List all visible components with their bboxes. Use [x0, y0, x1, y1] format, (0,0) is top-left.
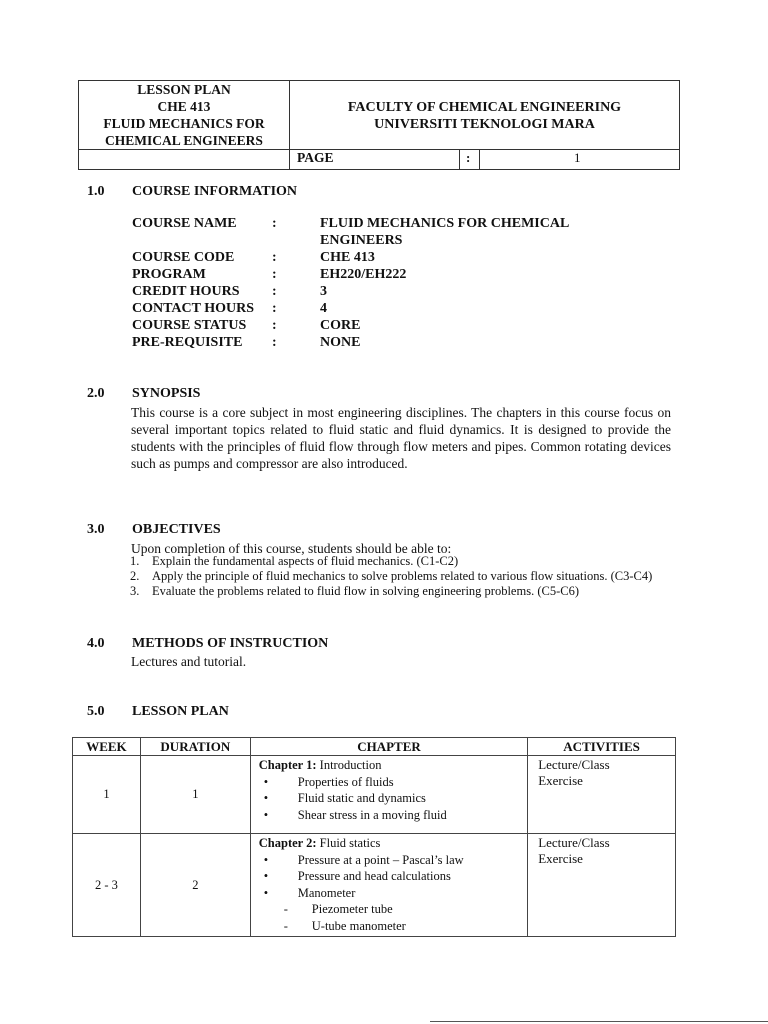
- info-value: CHE 413: [320, 250, 375, 265]
- info-value: NONE: [320, 335, 361, 350]
- objective-text: Explain the fundamental aspects of fluid mechanics. (C1-C2): [152, 554, 459, 568]
- table-row: [73, 756, 676, 834]
- objective-number: 1.: [130, 554, 140, 568]
- chapter-name: Introduction: [316, 758, 382, 772]
- info-value: CORE: [320, 318, 361, 333]
- info-key: COURSE STATUS: [132, 318, 247, 333]
- info-colon: :: [272, 301, 277, 316]
- info-colon: :: [272, 335, 277, 350]
- synopsis-text: This course is a core subject in most engineering disciplines. The chapters in this course focus on several important topics related to fluid static and fluid dynamics. It is designed to provide the students with the principles of fluid flow through flow meters and pipes. Common rotating devices such as pumps and compressor are also introduced.: [131, 405, 671, 471]
- section-number: 2.0: [87, 386, 105, 401]
- chapter-topic: • Pressure and head calculations: [284, 868, 527, 885]
- column-header-chapter: CHAPTER: [250, 738, 527, 756]
- info-colon: :: [272, 284, 277, 299]
- chapter-cell: [250, 834, 527, 937]
- column-header-activities: ACTIVITIES: [528, 738, 676, 756]
- page-colon: :: [466, 150, 471, 165]
- lesson-plan-line: FLUID MECHANICS FOR: [103, 116, 265, 131]
- activities-cell: [528, 834, 676, 937]
- faculty-title: [290, 99, 679, 133]
- page-number: 1: [574, 150, 581, 165]
- activity-line: Lecture/Class: [538, 835, 610, 850]
- lesson-plan-line: CHEMICAL ENGINEERS: [105, 133, 263, 148]
- chapter-topic: • Shear stress in a moving fluid: [284, 807, 527, 824]
- objectives-list: [130, 554, 670, 599]
- info-key: CONTACT HOURS: [132, 301, 255, 316]
- lesson-plan-table: [72, 737, 676, 937]
- footer-rule: [430, 1021, 768, 1022]
- table-row: [73, 834, 676, 937]
- section-title: COURSE INFORMATION: [132, 184, 298, 199]
- objective-text: Apply the principle of fluid mechanics to solve problems related to various flow situations. (C3-C4): [152, 569, 653, 583]
- objective-item: [130, 584, 670, 599]
- info-colon: :: [272, 267, 277, 282]
- chapter-name: Fluid statics: [316, 836, 381, 850]
- activity-line: Lecture/Class: [538, 757, 610, 772]
- chapter-topic: • Manometer: [284, 885, 527, 902]
- lesson-plan-title: [79, 81, 289, 149]
- section-number: 4.0: [87, 636, 105, 651]
- week-cell: 2 - 3: [73, 834, 141, 937]
- page-row: [79, 149, 679, 169]
- objective-number: 3.: [130, 584, 140, 598]
- header-box: [78, 80, 680, 170]
- info-value: 3: [320, 284, 327, 299]
- info-key: PRE-REQUISITE: [132, 335, 243, 350]
- column-header-duration: DURATION: [140, 738, 250, 756]
- activity-line: Exercise: [538, 773, 583, 788]
- lesson-plan-line: CHE 413: [157, 99, 211, 114]
- lesson-plan-line: LESSON PLAN: [137, 82, 231, 97]
- section-number: 3.0: [87, 522, 105, 537]
- info-colon: :: [272, 216, 277, 231]
- chapter-topic: • Fluid static and dynamics: [284, 790, 527, 807]
- duration-cell: 2: [140, 834, 250, 937]
- info-key: CREDIT HOURS: [132, 284, 240, 299]
- chapter-subtopic: - U-tube manometer: [284, 918, 527, 935]
- info-key: COURSE NAME: [132, 216, 237, 231]
- section-number: 5.0: [87, 704, 105, 719]
- section-title: METHODS OF INSTRUCTION: [132, 636, 329, 651]
- info-key: PROGRAM: [132, 267, 206, 282]
- info-value: 4: [320, 301, 327, 316]
- objective-text: Evaluate the problems related to fluid flow in solving engineering problems. (C5-C6): [152, 584, 579, 598]
- info-value: EH220/EH222: [320, 267, 407, 282]
- section-title: SYNOPSIS: [132, 386, 201, 401]
- methods-text: Lectures and tutorial.: [131, 654, 247, 669]
- objective-item: [130, 569, 670, 584]
- chapter-subtopic: - Piezometer tube: [284, 901, 527, 918]
- page-divider: [459, 149, 460, 169]
- page-divider: [479, 149, 480, 169]
- column-header-week: WEEK: [73, 738, 141, 756]
- objective-number: 2.: [130, 569, 140, 583]
- info-colon: :: [272, 318, 277, 333]
- chapter-label: Chapter 2:: [258, 836, 317, 850]
- info-value: FLUID MECHANICS FOR CHEMICAL: [320, 216, 570, 231]
- faculty-line: FACULTY OF CHEMICAL ENGINEERING: [347, 100, 622, 115]
- section-title: OBJECTIVES: [132, 522, 221, 537]
- info-value: ENGINEERS: [320, 233, 403, 248]
- section-number: 1.0: [87, 184, 105, 199]
- chapter-label: Chapter 1:: [258, 758, 317, 772]
- week-cell: 1: [73, 756, 141, 834]
- page-label: PAGE: [297, 150, 334, 165]
- chapter-cell: [250, 756, 527, 834]
- objective-item: [130, 554, 670, 569]
- section-title: LESSON PLAN: [132, 704, 229, 719]
- info-colon: :: [272, 250, 277, 265]
- table-header-row: [73, 738, 676, 756]
- objectives-intro: Upon completion of this course, students should be able to:: [131, 541, 452, 556]
- chapter-topic: • Pressure at a point – Pascal’s law: [284, 852, 527, 869]
- duration-cell: 1: [140, 756, 250, 834]
- info-key: COURSE CODE: [132, 250, 235, 265]
- chapter-topic: • Properties of fluids: [284, 774, 527, 791]
- faculty-line: UNIVERSITI TEKNOLOGI MARA: [374, 117, 595, 132]
- activities-cell: [528, 756, 676, 834]
- activity-line: Exercise: [538, 851, 583, 866]
